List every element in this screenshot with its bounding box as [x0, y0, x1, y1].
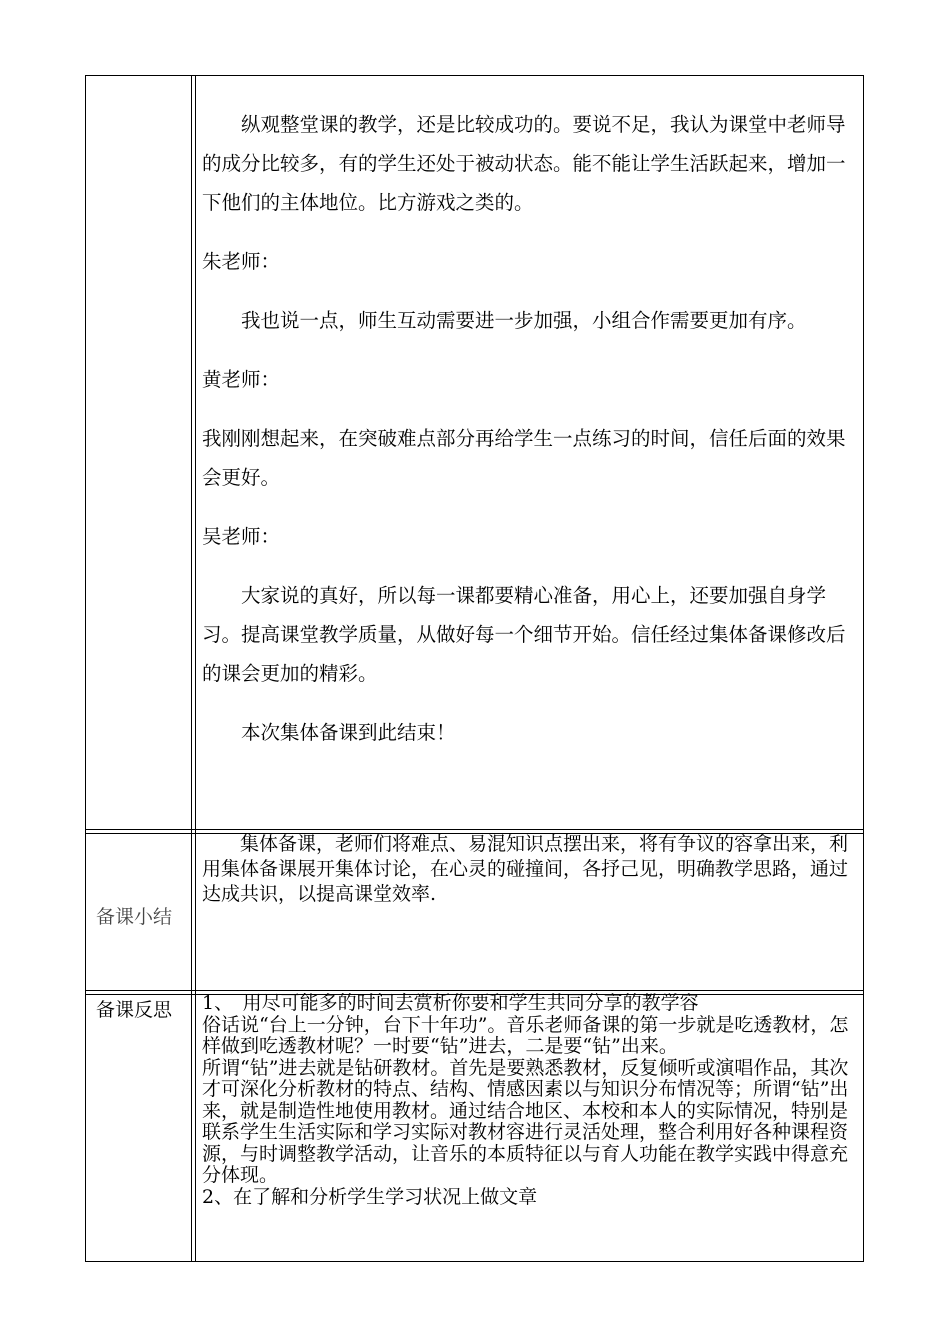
summary-label: 备课小结 — [96, 906, 173, 928]
discussion-paragraph: 我也说一点，师生互动需要进一步加强，小组合作需要更加有序。 — [241, 309, 807, 332]
discussion-paragraph: 我刚刚想起来，在突破难点部分再给学生一点练习的时间，信任后面的效果会更好。 — [202, 427, 846, 489]
column-divider — [191, 75, 192, 1262]
discussion-paragraph: 纵观整堂课的教学，还是比较成功的。要说不足，我认为课堂中老师导的成分比较多，有的学生还处于被动状态。能不能让学生活跃起来，增加一下他们的主体地位。比方游戏之类的。 — [202, 113, 846, 214]
discussion-closing: 本次集体备课到此结束！ — [241, 721, 456, 744]
reflection-cell — [202, 993, 857, 1208]
speaker-name: 朱老师： — [202, 250, 281, 273]
discussion-cell — [202, 105, 857, 752]
speaker-name: 吴老师： — [202, 525, 281, 548]
reflection-paragraph: 所谓“钻”进去就是钻研教材。首先是要熟悉教材，反复倾听或演唱作品，其次才可深化分析教材的特点、结构、情感因素以与知识分布情况等；所谓“钻”出来，就是制造性地使用教材。通过结合地区、本校和本人的实际情况，特别是联系学生生活实际和学习实际对教材容进行灵活处理，整合利用好各种课程资源，与时调整教学活动，让音乐的本质特征以与育人功能在教学实践中得意充分体现。 — [202, 1056, 849, 1186]
speaker-name: 黄老师： — [202, 368, 281, 391]
row-divider — [85, 990, 864, 991]
row-divider — [85, 829, 864, 830]
reflection-item-2: 2、在了解和分析学生学习状况上做文章 — [202, 1185, 538, 1208]
reflection-label: 备课反思 — [96, 999, 173, 1021]
summary-text: 集体备课，老师们将难点、易混知识点摆出来，将有争议的容拿出来，利用集体备课展开集体讨论，在心灵的碰撞间，各抒己见，明确教学思路，通过达成共识，以提高课堂效率. — [202, 833, 849, 905]
discussion-paragraph: 大家说的真好，所以每一课都要精心准备，用心上，还要加强自身学习。提高课堂教学质量，从做好每一个细节开始。信任经过集体备课修改后的课会更加的精彩。 — [202, 584, 846, 685]
column-divider — [195, 75, 196, 1262]
reflection-item-1: 1、 用尽可能多的时间去赏析你要和学生共同分享的教学容 — [202, 992, 699, 1014]
reflection-paragraph: 俗话说“台上一分钟，台下十年功”。音乐老师备课的第一步就是吃透教材，怎样做到吃透教材呢？一时要“钻”进去，二是要“钻”出来。 — [202, 1013, 849, 1057]
